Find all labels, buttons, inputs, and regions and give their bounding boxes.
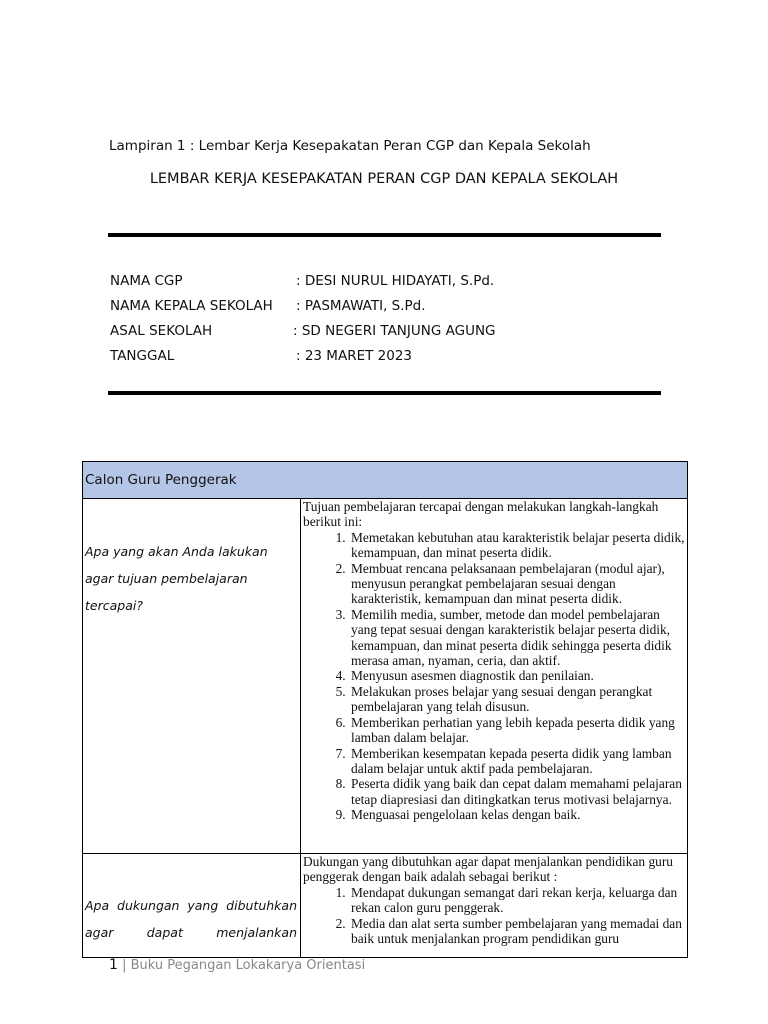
document-title: LEMBAR KERJA KESEPAKATAN PERAN CGP DAN KEPALA SEKOLAH <box>149 171 619 187</box>
answer-cell <box>301 499 688 854</box>
top-divider <box>108 233 661 237</box>
field-value: : 23 MARET 2023 <box>296 348 412 364</box>
list-item: 1. Memetakan kebutuhan atau karakteristik belajar peserta didik, kemampuan, dan minat peserta didik. <box>349 530 685 561</box>
field-label: ASAL SEKOLAH <box>110 323 213 339</box>
field-label: NAMA KEPALA SEKOLAH <box>110 298 273 314</box>
answer-cell <box>301 854 688 958</box>
table-row <box>83 499 688 854</box>
answer-list <box>303 885 685 947</box>
list-item: 1. Mendapat dukungan semangat dari rekan kerja, keluarga dan rekan calon guru penggerak. <box>349 885 685 916</box>
question-text: Apa dukungan yang dibutuhkan agar dapat menjalankan <box>85 898 297 940</box>
answer-list <box>303 530 685 823</box>
field-tanggal <box>110 348 412 364</box>
list-item: 5. Melakukan proses belajar yang sesuai dengan perangkat pembelajaran yang telah disusun. <box>349 684 685 715</box>
question-text: Apa yang akan Anda lakukan agar tujuan pembelajaran tercapai? <box>85 544 268 613</box>
attachment-caption: Lampiran 1 : Lembar Kerja Kesepakatan Peran CGP dan Kepala Sekolah <box>109 138 591 154</box>
table-row <box>83 854 688 958</box>
agreement-table <box>82 461 688 958</box>
field-nama-cgp <box>110 273 495 289</box>
field-value: : DESI NURUL HIDAYATI, S.Pd. <box>296 273 495 289</box>
field-value: : PASMAWATI, S.Pd. <box>296 298 426 314</box>
field-label: TANGGAL <box>110 348 175 364</box>
table-header: Calon Guru Penggerak <box>83 462 688 499</box>
page-footer <box>109 957 365 973</box>
list-item: 6. Memberikan perhatian yang lebih kepada peserta didik yang lamban dalam belajar. <box>349 715 685 746</box>
table-header-row <box>83 462 688 499</box>
footer-separator: | <box>122 958 127 973</box>
list-item: 8. Peserta didik yang baik dan cepat dalam memahami pelajaran tetap diapresiasi dan ditingkatkan terus motivasi belajarnya. <box>349 776 685 807</box>
question-cell <box>83 499 301 854</box>
field-value: : SD NEGERI TANJUNG AGUNG <box>293 323 496 339</box>
field-asal-sekolah <box>110 323 496 339</box>
page-number: 1 <box>109 957 118 973</box>
list-item: 7. Memberikan kesempatan kepada peserta didik yang lamban dalam belajar untuk aktif pada pembelajaran. <box>349 746 685 777</box>
list-item: 2. Media dan alat serta sumber pembelajaran yang memadai dan baik untuk menjalankan program pendidikan guru <box>349 916 685 947</box>
answer-intro: Dukungan yang dibutuhkan agar dapat menjalankan pendidikan guru penggerak dengan baik adalah sebagai berikut : <box>303 854 673 885</box>
list-item: 2. Membuat rencana pelaksanaan pembelajaran (modul ajar), menyusun perangkat pembelajaran sesuai dengan karakteristik, kemampuan dan minat peserta didik. <box>349 561 685 607</box>
list-item: 3. Memilih media, sumber, metode dan model pembelajaran yang tepat sesuai dengan karakteristik belajar peserta didik, kemampuan, dan minat peserta didik sehingga peserta didik merasa aman, nyaman, ceria, dan aktif. <box>349 607 685 669</box>
field-nama-kepala-sekolah <box>110 298 426 314</box>
list-item: 4. Menyusun asesmen diagnostik dan penilaian. <box>349 668 685 683</box>
field-label: NAMA CGP <box>110 273 183 289</box>
question-cell <box>83 854 301 958</box>
answer-intro: Tujuan pembelajaran tercapai dengan melakukan langkah-langkah berikut ini: <box>303 499 659 530</box>
bottom-divider <box>108 391 661 395</box>
footer-text: Buku Pegangan Lokakarya Orientasi <box>130 958 366 973</box>
list-item: 9. Menguasai pengelolaan kelas dengan baik. <box>349 807 685 822</box>
